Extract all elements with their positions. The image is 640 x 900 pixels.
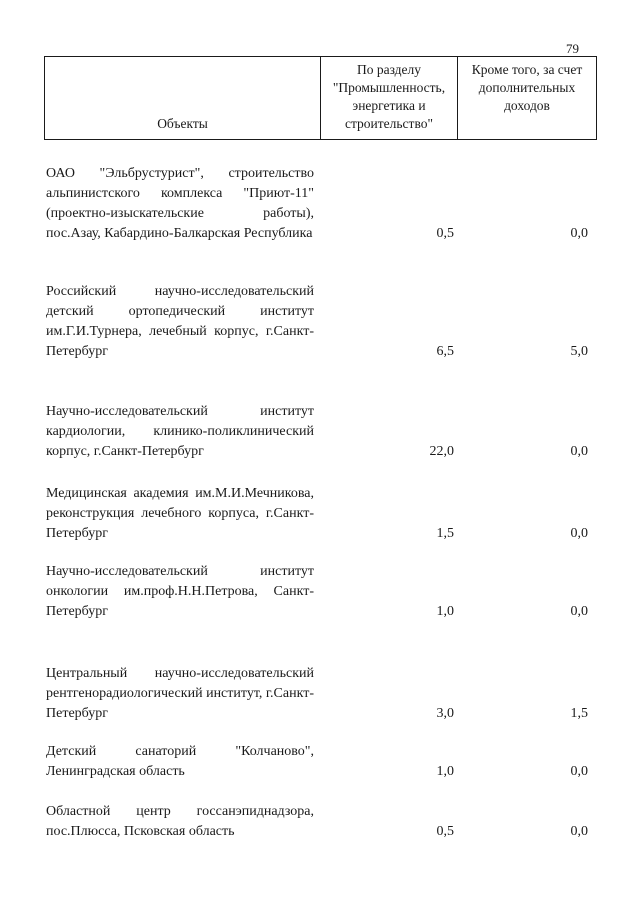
value-section: 22,0 [429,444,454,459]
value-section: 0,5 [436,824,454,839]
table-row [46,562,594,622]
value-section: 6,5 [436,344,454,359]
value-section: 3,0 [436,706,454,721]
object-name: Научно-исследовательский институт онкологии им.проф.Н.Н.Петрова, Санкт-Петербург [46,564,314,619]
value-additional: 0,0 [570,526,588,541]
value-additional: 0,0 [570,444,588,459]
header-additional-income-column: Кроме того, за счет дополнительных доходов [458,57,597,140]
table-row [46,282,594,362]
value-additional: 0,0 [570,824,588,839]
value-additional: 1,5 [570,706,588,721]
value-additional: 0,0 [570,764,588,779]
table-header [44,56,597,140]
object-name: ОАО "Эльбрустурист", строительство альпинистского комплекса "Приют-11" (проектно-изыскательские работы), пос.Азау, Кабардино-Балкарская Республика [46,166,314,241]
object-name: Детский санаторий "Колчаново", Ленинградская область [46,744,314,779]
header-objects: Объекты [45,57,321,140]
table-row [46,802,594,842]
object-name: Медицинская академия им.М.И.Мечникова, реконструкция лечебного корпуса, г.Санкт-Петербург [46,486,314,541]
value-section: 1,0 [436,604,454,619]
table-row [46,484,594,544]
value-section: 0,5 [436,226,454,241]
table-row [46,402,594,462]
object-name: Российский научно-исследовательский детский ортопедический институт им.Г.И.Турнера, лечебный корпус, г.Санкт-Петербург [46,284,314,359]
value-additional: 0,0 [570,604,588,619]
table-row [46,164,594,244]
header-section-column: По разделу "Промышленность, энергетика и строительство" [321,57,458,140]
value-additional: 5,0 [570,344,588,359]
table-row [46,742,594,782]
object-name: Научно-исследовательский институт кардиологии, клинико-поликлинический корпус, г.Санкт-Петербург [46,404,314,459]
value-additional: 0,0 [570,226,588,241]
object-name: Центральный научно-исследовательский рентгенорадиологический институт, г.Санкт-Петербург [46,666,314,721]
table-row [46,664,594,724]
value-section: 1,0 [436,764,454,779]
page-number: 79 [566,41,579,56]
value-section: 1,5 [436,526,454,541]
object-name: Областной центр госсанэпиднадзора, пос.Плюсса, Псковская область [46,804,314,839]
